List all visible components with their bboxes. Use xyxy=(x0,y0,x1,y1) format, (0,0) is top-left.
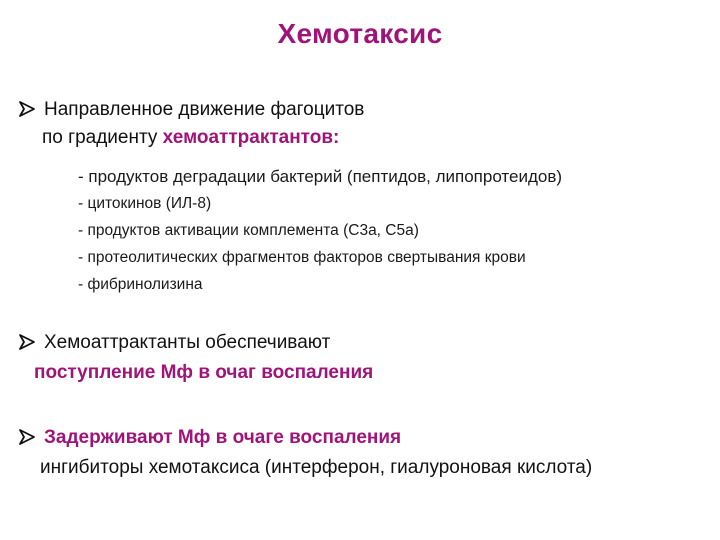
bullet-directed-movement xyxy=(18,98,364,150)
list-item: - фибринолизина xyxy=(78,276,203,293)
bullet2-line1: Хемоаттрактанты обеспечивают xyxy=(44,332,331,353)
arrow-bullet-icon xyxy=(18,98,44,122)
chemoattractants-term: хемоаттрактантов: xyxy=(162,127,340,148)
bullet1-line2-prefix: по градиенту xyxy=(42,127,163,148)
list-item: - продуктов деградации бактерий (пептидов, липопротеидов) xyxy=(78,167,563,186)
list-item: - протеолитических фрагментов факторов свертывания крови xyxy=(78,249,526,266)
arrow-bullet-icon xyxy=(18,426,44,450)
list-item: - продуктов активации комплемента (С3а, С5а) xyxy=(78,222,419,239)
list-item: - цитокинов (ИЛ-8) xyxy=(78,195,212,212)
bullet2-highlight: поступление Мф в очаг воспаления xyxy=(34,362,374,383)
bullet3-highlight: Задерживают Мф в очаге воспаления xyxy=(44,427,402,448)
slide-title: Хемотаксис xyxy=(277,18,443,49)
bullet-chemoattractants-provide xyxy=(18,331,373,385)
bullet3-line2: ингибиторы хемотаксиса (интерферон, гиалуроновая кислота) xyxy=(40,457,593,478)
arrow-bullet-icon xyxy=(18,331,44,355)
bullet-retain-macrophages xyxy=(18,426,592,480)
bullet1-line1: Направленное движение фагоцитов xyxy=(44,99,365,120)
chemoattractant-list xyxy=(78,163,562,298)
